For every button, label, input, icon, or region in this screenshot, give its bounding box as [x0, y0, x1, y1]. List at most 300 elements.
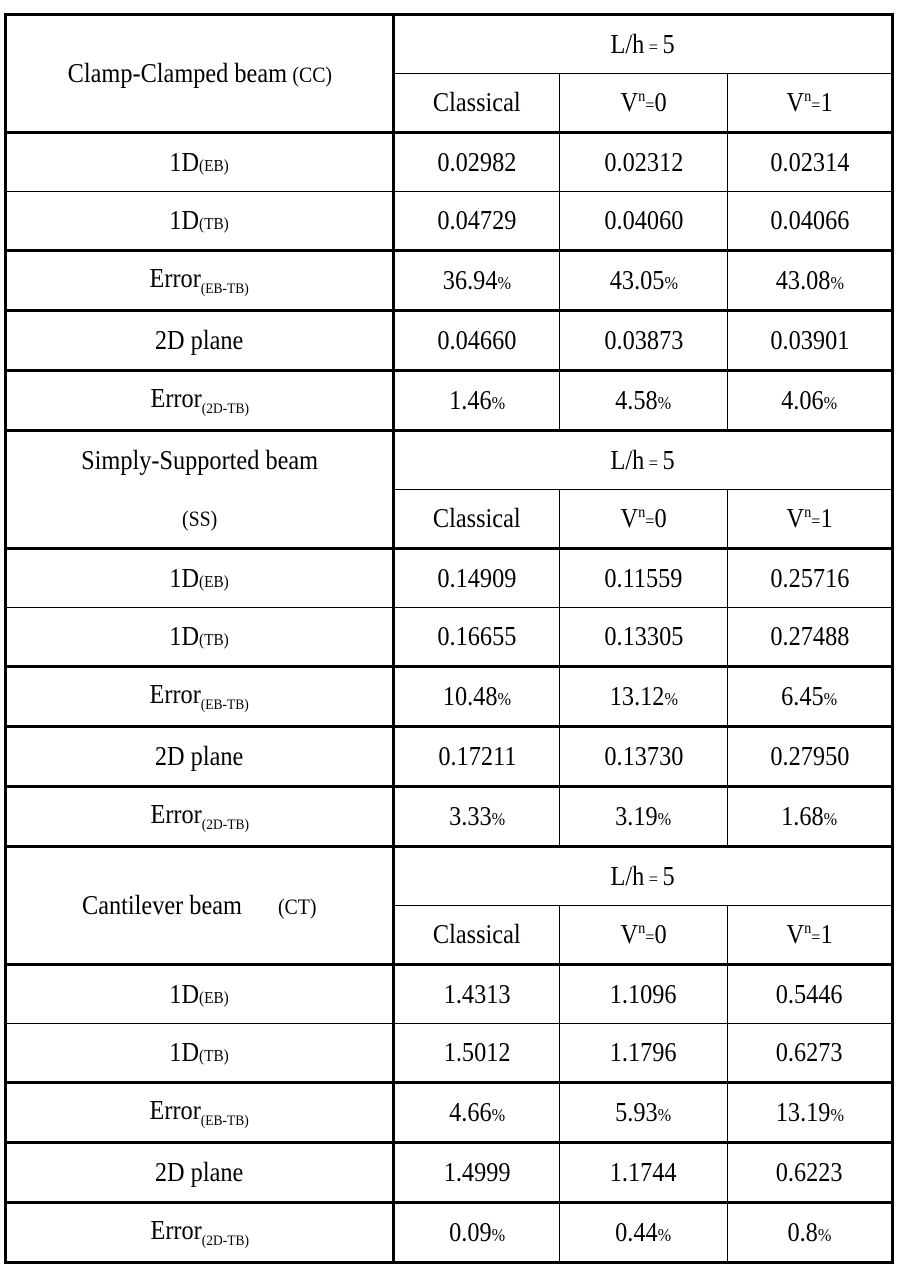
- value-cell: [394, 727, 560, 787]
- cell-value: [604, 623, 683, 650]
- value-cell: [728, 371, 893, 431]
- value-number: 1.5012: [443, 1037, 511, 1067]
- value-number: 0.02982: [437, 147, 517, 177]
- column-label-text: Classical: [433, 87, 521, 117]
- value-number: 5.93: [615, 1097, 659, 1127]
- value-cell: [728, 608, 893, 667]
- value-cell: [728, 1203, 893, 1263]
- percent-sign: %: [658, 1225, 672, 1245]
- row-label-cell: [6, 667, 394, 727]
- percent-sign: %: [491, 809, 506, 829]
- cell-value: [775, 1099, 843, 1126]
- value-cell: [728, 667, 893, 727]
- column-superscript: n: [638, 88, 646, 105]
- column-label: [786, 505, 832, 532]
- value-number: 4.66: [448, 1097, 492, 1127]
- row-label-cell: [6, 1203, 394, 1263]
- column-base: V: [786, 87, 805, 117]
- value-number: 0.02314: [770, 147, 849, 177]
- value-cell: [560, 965, 728, 1024]
- row-label: [170, 565, 229, 592]
- cell-value: [610, 1039, 677, 1066]
- ratio-name: L/h: [610, 29, 645, 59]
- row-label-text: 1D: [169, 563, 200, 593]
- percent-sign: %: [491, 1105, 506, 1125]
- value-cell: [560, 608, 728, 667]
- row-label-suffix: (EB): [199, 156, 230, 175]
- row-label-cell: [6, 133, 394, 192]
- value-cell: [560, 1143, 728, 1203]
- ratio-label: [611, 863, 675, 890]
- value-cell: [560, 667, 728, 727]
- ratio-name: L/h: [610, 861, 645, 891]
- column-header-2: [728, 74, 893, 133]
- row-label: [170, 981, 229, 1008]
- cell-value: [781, 683, 837, 710]
- ratio-label: [611, 447, 675, 474]
- value-number: 0.5446: [776, 979, 843, 1009]
- column-label: [433, 89, 521, 116]
- percent-sign: %: [497, 273, 512, 293]
- value-cell: [728, 787, 893, 847]
- value-number: 10.48: [442, 681, 498, 711]
- cell-value: [438, 207, 517, 234]
- cell-value: [615, 1099, 671, 1126]
- section-title: [81, 432, 318, 546]
- cell-value: [604, 743, 683, 770]
- value-cell: [394, 549, 560, 608]
- value-cell: [394, 371, 560, 431]
- row-label-text: Error: [150, 382, 202, 413]
- percent-sign: %: [491, 393, 506, 413]
- percent-sign: %: [830, 1105, 844, 1125]
- column-label: [620, 89, 666, 116]
- section-title-cell: [6, 15, 394, 133]
- column-label: [620, 505, 666, 532]
- column-value: 0: [654, 87, 667, 117]
- column-equals: =: [811, 511, 821, 531]
- table-row: [6, 787, 893, 847]
- value-number: 0.03873: [604, 325, 683, 355]
- cell-value: [449, 1219, 505, 1246]
- row-label-subscript: (2D-TB): [201, 816, 249, 833]
- cell-value: [449, 803, 505, 830]
- value-number: 13.12: [609, 681, 665, 711]
- value-number: 0.04066: [770, 205, 849, 235]
- row-label-suffix: (EB): [199, 572, 230, 591]
- cell-value: [438, 743, 516, 770]
- value-number: 0.13305: [604, 621, 683, 651]
- value-cell: [394, 1143, 560, 1203]
- column-label-text: Classical: [433, 503, 521, 533]
- section-title: [67, 57, 331, 91]
- ratio-equals: =: [649, 453, 659, 473]
- cell-value: [444, 1159, 511, 1186]
- value-number: 1.1796: [610, 1037, 677, 1067]
- column-value: 1: [820, 87, 833, 117]
- ratio-equals: =: [649, 37, 659, 57]
- value-number: 13.19: [775, 1097, 831, 1127]
- percent-sign: %: [824, 393, 838, 413]
- value-number: 1.1096: [610, 979, 677, 1009]
- value-number: 0.13730: [604, 741, 683, 771]
- column-value: 0: [654, 503, 667, 533]
- cell-value: [444, 981, 511, 1008]
- value-number: 0.27488: [770, 621, 849, 651]
- row-label: [155, 743, 243, 770]
- beam-comparison-table: [4, 13, 894, 1264]
- cell-value: [615, 387, 671, 414]
- value-number: 4.06: [781, 385, 825, 415]
- row-label: [150, 382, 249, 417]
- row-label: [149, 1094, 250, 1129]
- value-number: 0.04729: [437, 205, 517, 235]
- row-label: [150, 798, 249, 833]
- section-abbr: (CT): [278, 893, 317, 919]
- column-header-1: [560, 906, 728, 965]
- ratio-value: 5: [662, 861, 676, 891]
- value-number: 0.44: [615, 1217, 659, 1247]
- cell-value: [444, 1039, 511, 1066]
- section-title-cell: [6, 431, 394, 549]
- row-label: [170, 1039, 229, 1066]
- table-row: [6, 1024, 893, 1083]
- cell-value: [615, 803, 671, 830]
- section-title-line: [81, 432, 318, 489]
- cell-value: [770, 327, 849, 354]
- value-cell: [394, 608, 560, 667]
- percent-sign: %: [830, 273, 844, 293]
- cell-value: [770, 743, 849, 770]
- row-label: [155, 327, 243, 354]
- column-superscript: n: [638, 920, 646, 937]
- row-label: [150, 1214, 249, 1249]
- cell-value: [615, 1219, 671, 1246]
- table-row: [6, 667, 893, 727]
- value-number: 3.19: [615, 801, 659, 831]
- value-cell: [394, 1024, 560, 1083]
- section-abbr: (CC): [292, 61, 332, 87]
- value-number: 0.03901: [770, 325, 849, 355]
- row-label-text: 1D: [169, 205, 200, 235]
- value-number: 0.11559: [604, 563, 683, 593]
- section-header-row: [6, 15, 893, 74]
- ratio-name: L/h: [610, 445, 645, 475]
- row-label: [170, 207, 229, 234]
- table-row: [6, 311, 893, 371]
- column-base: V: [620, 503, 639, 533]
- column-equals: =: [811, 927, 821, 947]
- percent-sign: %: [824, 689, 838, 709]
- row-label-cell: [6, 549, 394, 608]
- value-cell: [394, 965, 560, 1024]
- table-row: [6, 1203, 893, 1263]
- row-label-subscript: (2D-TB): [201, 400, 249, 417]
- column-equals: =: [811, 95, 821, 115]
- value-number: 0.6273: [776, 1037, 843, 1067]
- value-number: 1.68: [781, 801, 825, 831]
- percent-sign: %: [824, 809, 838, 829]
- value-number: 6.45: [781, 681, 825, 711]
- value-number: 0.8: [787, 1217, 818, 1247]
- row-label-cell: [6, 1024, 394, 1083]
- value-number: 43.05: [609, 265, 665, 295]
- value-number: 0.17211: [437, 741, 517, 771]
- row-label-suffix: (EB): [199, 988, 230, 1007]
- cell-value: [776, 1159, 843, 1186]
- value-number: 1.46: [448, 385, 492, 415]
- column-value: 0: [654, 919, 667, 949]
- row-label: [149, 678, 250, 713]
- column-base: V: [620, 87, 639, 117]
- cell-value: [604, 327, 683, 354]
- column-label-text: Classical: [433, 919, 521, 949]
- section-header-row: [6, 847, 893, 906]
- cell-value: [438, 623, 517, 650]
- column-header-1: [560, 74, 728, 133]
- table-row: [6, 608, 893, 667]
- cell-value: [775, 267, 843, 294]
- column-base: V: [786, 919, 805, 949]
- value-number: 36.94: [442, 265, 498, 295]
- row-label-text: 1D: [169, 1037, 200, 1067]
- percent-sign: %: [658, 809, 672, 829]
- ratio-equals: =: [649, 869, 659, 889]
- row-label: [170, 149, 229, 176]
- section-abbr-line: [81, 489, 318, 546]
- value-cell: [560, 311, 728, 371]
- row-label-cell: [6, 1083, 394, 1143]
- value-cell: [560, 549, 728, 608]
- value-cell: [394, 251, 560, 311]
- value-cell: [394, 311, 560, 371]
- column-label: [433, 921, 521, 948]
- cell-value: [438, 327, 517, 354]
- column-header-0: [394, 906, 560, 965]
- row-label: [149, 262, 250, 297]
- value-cell: [394, 1083, 560, 1143]
- cell-value: [770, 149, 849, 176]
- cell-value: [449, 387, 505, 414]
- row-label: [170, 623, 229, 650]
- cell-value: [443, 683, 511, 710]
- value-cell: [560, 727, 728, 787]
- column-header-2: [728, 906, 893, 965]
- value-number: 3.33: [448, 801, 492, 831]
- row-label-text: 2D plane: [155, 1157, 244, 1187]
- table-row: [6, 727, 893, 787]
- cell-value: [438, 149, 517, 176]
- column-superscript: n: [804, 504, 812, 521]
- value-cell: [728, 549, 893, 608]
- percent-sign: %: [664, 689, 678, 709]
- row-label-cell: [6, 251, 394, 311]
- table-row: [6, 251, 893, 311]
- value-cell: [560, 1203, 728, 1263]
- section-title: [82, 889, 316, 923]
- section-title-text: Cantilever beam: [82, 889, 243, 920]
- column-label: [786, 921, 832, 948]
- value-cell: [560, 787, 728, 847]
- value-cell: [728, 192, 893, 251]
- cell-value: [438, 565, 517, 592]
- value-cell: [560, 192, 728, 251]
- value-cell: [728, 1024, 893, 1083]
- cell-value: [604, 565, 682, 592]
- ratio-header-cell: [394, 431, 893, 490]
- column-superscript: n: [638, 504, 646, 521]
- column-value: 1: [820, 919, 833, 949]
- column-label: [786, 89, 832, 116]
- row-label-cell: [6, 727, 394, 787]
- value-number: 0.04660: [437, 325, 517, 355]
- cell-value: [449, 1099, 505, 1126]
- row-label-text: Error: [149, 678, 202, 709]
- value-cell: [728, 133, 893, 192]
- percent-sign: %: [658, 393, 672, 413]
- row-label-cell: [6, 371, 394, 431]
- column-label: [433, 505, 521, 532]
- value-cell: [394, 133, 560, 192]
- value-number: 1.1744: [610, 1157, 677, 1187]
- column-equals: =: [645, 927, 655, 947]
- column-header-2: [728, 490, 893, 549]
- value-cell: [394, 1203, 560, 1263]
- ratio-header-cell: [394, 847, 893, 906]
- value-cell: [394, 192, 560, 251]
- column-base: V: [620, 919, 639, 949]
- ratio-header-cell: [394, 15, 893, 74]
- row-label-text: 1D: [169, 979, 200, 1009]
- column-equals: =: [645, 511, 655, 531]
- row-label-text: 1D: [169, 621, 200, 651]
- row-label-text: Error: [150, 1214, 202, 1245]
- column-header-1: [560, 490, 728, 549]
- row-label-suffix: (TB): [199, 1046, 230, 1065]
- row-label-cell: [6, 787, 394, 847]
- row-label-cell: [6, 311, 394, 371]
- cell-value: [776, 981, 843, 1008]
- cell-value: [770, 623, 849, 650]
- value-cell: [560, 1024, 728, 1083]
- row-label-text: Error: [149, 1094, 202, 1125]
- value-cell: [560, 251, 728, 311]
- percent-sign: %: [664, 273, 678, 293]
- row-label-subscript: (EB-TB): [201, 1112, 250, 1129]
- value-number: 0.25716: [770, 563, 849, 593]
- section-header-row: [6, 431, 893, 490]
- cell-value: [604, 149, 683, 176]
- value-number: 0.02312: [604, 147, 683, 177]
- value-cell: [728, 251, 893, 311]
- cell-value: [610, 981, 677, 1008]
- column-base: V: [786, 503, 805, 533]
- cell-value: [604, 207, 683, 234]
- cell-value: [781, 803, 837, 830]
- cell-value: [770, 565, 849, 592]
- table-row: [6, 1083, 893, 1143]
- value-cell: [394, 787, 560, 847]
- ratio-value: 5: [662, 445, 676, 475]
- value-cell: [560, 371, 728, 431]
- value-cell: [560, 1083, 728, 1143]
- column-header-0: [394, 74, 560, 133]
- row-label-cell: [6, 608, 394, 667]
- value-cell: [394, 667, 560, 727]
- section-title-cell: [6, 847, 394, 965]
- table-body: [6, 15, 893, 1263]
- row-label-text: 1D: [169, 147, 200, 177]
- value-number: 0.04060: [604, 205, 683, 235]
- column-superscript: n: [804, 88, 812, 105]
- row-label-text: 2D plane: [155, 741, 244, 771]
- value-cell: [560, 133, 728, 192]
- ratio-value: 5: [662, 29, 676, 59]
- row-label-cell: [6, 1143, 394, 1203]
- section-title-text: Clamp-Clamped beam: [67, 57, 287, 88]
- cell-value: [609, 683, 677, 710]
- section-title-text: Simply-Supported beam: [81, 445, 318, 475]
- cell-value: [788, 1219, 832, 1246]
- value-cell: [728, 727, 893, 787]
- table-row: [6, 1143, 893, 1203]
- value-number: 4.58: [615, 385, 659, 415]
- value-number: 1.4999: [443, 1157, 511, 1187]
- row-label-subscript: (2D-TB): [201, 1232, 249, 1249]
- column-label: [620, 921, 666, 948]
- percent-sign: %: [491, 1225, 506, 1245]
- table-row: [6, 549, 893, 608]
- cell-value: [781, 387, 837, 414]
- percent-sign: %: [658, 1105, 672, 1125]
- column-header-0: [394, 490, 560, 549]
- value-number: 1.4313: [443, 979, 511, 1009]
- cell-value: [776, 1039, 843, 1066]
- value-number: 0.09: [448, 1217, 492, 1247]
- row-label-subscript: (EB-TB): [201, 280, 250, 297]
- percent-sign: %: [817, 1225, 832, 1245]
- value-cell: [728, 965, 893, 1024]
- value-cell: [728, 311, 893, 371]
- row-label-subscript: (EB-TB): [201, 696, 250, 713]
- section-abbr: (SS): [181, 506, 218, 531]
- cell-value: [610, 1159, 677, 1186]
- table-row: [6, 133, 893, 192]
- table-row: [6, 371, 893, 431]
- row-label-text: Error: [150, 798, 202, 829]
- row-label-text: 2D plane: [155, 325, 244, 355]
- value-cell: [728, 1143, 893, 1203]
- value-number: 43.08: [775, 265, 831, 295]
- value-number: 0.6223: [776, 1157, 843, 1187]
- cell-value: [609, 267, 677, 294]
- table-row: [6, 965, 893, 1024]
- row-label: [155, 1159, 243, 1186]
- row-label-text: Error: [149, 262, 202, 293]
- row-label-suffix: (TB): [199, 214, 230, 233]
- cell-value: [770, 207, 849, 234]
- row-label-cell: [6, 965, 394, 1024]
- ratio-label: [611, 31, 675, 58]
- percent-sign: %: [497, 689, 512, 709]
- cell-value: [443, 267, 511, 294]
- value-number: 0.16655: [437, 621, 517, 651]
- value-number: 0.14909: [437, 563, 517, 593]
- value-cell: [728, 1083, 893, 1143]
- column-value: 1: [820, 503, 833, 533]
- value-number: 0.27950: [770, 741, 849, 771]
- row-label-cell: [6, 192, 394, 251]
